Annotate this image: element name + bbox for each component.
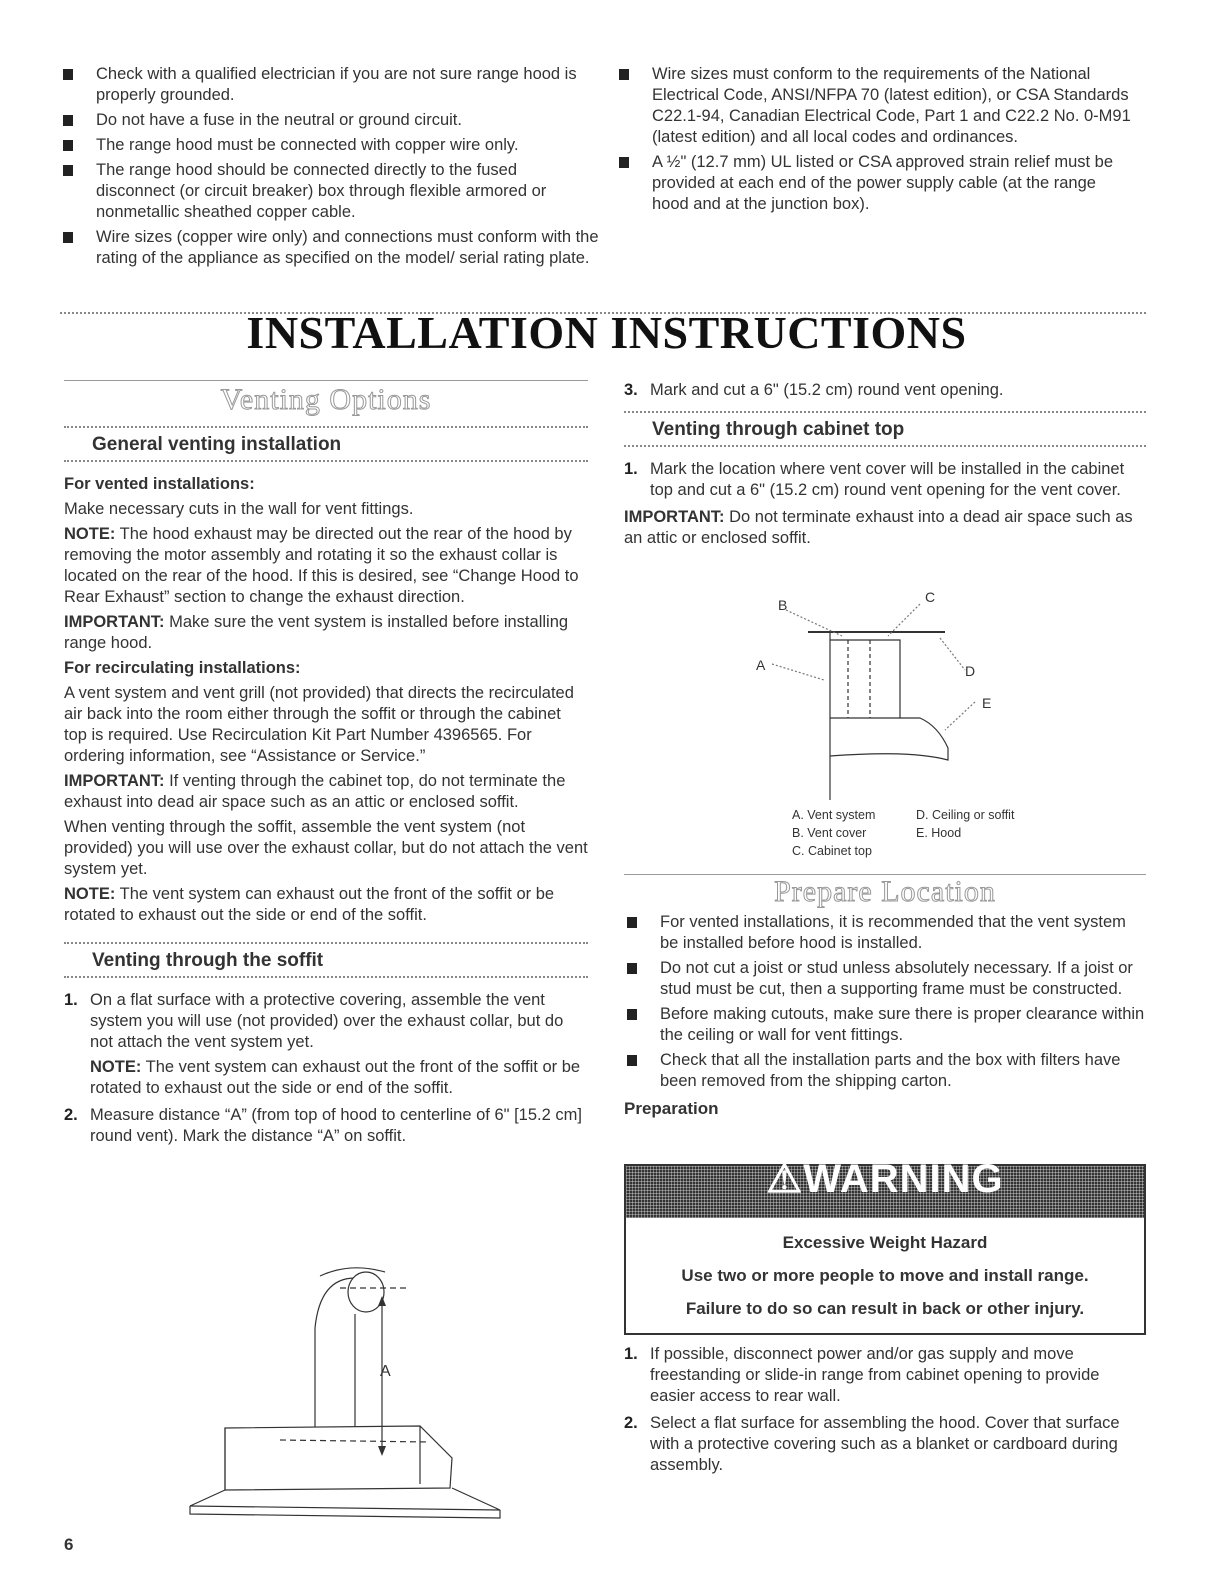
cabinet-heading: Venting through cabinet top bbox=[652, 419, 905, 440]
bullet-item: Wire sizes must conform to the requirements of the National Electrical Code, ANSI/NFPA 70 (latest edition), or CSA Standards C22.1-94, Canadian Electrical Code, Part 1 and C22.2 No. 0-M91 (latest edition) and all local codes and ordinances. bbox=[616, 64, 1136, 148]
recirc-text: A vent system and vent grill (not provided) that directs the recirculated air back into the room either through the soffit or through the cabinet top is required. Use Recirculation Kit Part Number 4396565. For ordering information, see “Assistance or Service.” bbox=[64, 684, 574, 765]
prepare-location-title: Prepare Location bbox=[774, 875, 996, 908]
preparation-steps bbox=[624, 1344, 1146, 1482]
rule bbox=[64, 426, 588, 428]
warning-line: Failure to do so can result in back or other injury. bbox=[685, 1299, 1085, 1318]
page-number: 6 bbox=[64, 1535, 74, 1554]
top-left-bullets bbox=[60, 64, 600, 273]
soffit-text: When venting through the soffit, assemble the vent system (not provided) you will use over the exhaust collar, but do not attach the vent system yet. bbox=[64, 818, 588, 878]
rule bbox=[64, 460, 588, 462]
step-list bbox=[624, 380, 1146, 401]
warning-box bbox=[624, 1157, 1146, 1335]
bullet-item: The range hood should be connected directly to the fused disconnect (or circuit breaker) box through flexible armored or nonmetallic sheathed copper cable. bbox=[60, 160, 600, 223]
step-item: 1. Mark the location where vent cover will be installed in the cabinet top and cut a 6" (15.2 cm) round vent opening for the vent cover. bbox=[624, 460, 1125, 499]
caption-item: D. Ceiling or soffit bbox=[916, 808, 1015, 822]
caption-list-left bbox=[792, 806, 912, 860]
venting-options-title: Venting Options bbox=[220, 383, 432, 416]
caption-item: A. Vent system bbox=[792, 808, 876, 822]
step-item: 2. Select a flat surface for assembling the hood. Cover that surface with a protective covering such as a blanket or cardboard during assembly. bbox=[624, 1414, 1120, 1474]
warning-heading: ⚠WARNING bbox=[766, 1157, 1004, 1201]
bullet-item: Do not have a fuse in the neutral or ground circuit. bbox=[60, 110, 600, 131]
step-item: 3. Mark and cut a 6" (15.2 cm) round vent opening. bbox=[624, 381, 1004, 399]
warning-body bbox=[626, 1218, 1144, 1333]
bullet-item: The range hood must be connected with copper wire only. bbox=[60, 135, 600, 156]
soffit-diagram bbox=[170, 1258, 520, 1528]
warning-hazard: Excessive Weight Hazard bbox=[782, 1233, 988, 1252]
soffit-steps bbox=[64, 990, 588, 1147]
recirc-label: For recirculating installations: bbox=[64, 659, 301, 677]
step-item: 1. If possible, disconnect power and/or gas supply and move freestanding or slide-in range from cabinet opening to provide easier access to rear wall. bbox=[624, 1345, 1100, 1405]
bullet-item: A ½" (12.7 mm) UL listed or CSA approved strain relief must be provided at each end of the power supply cable (at the range hood and at the junction box). bbox=[616, 152, 1136, 215]
preparation-label: Preparation bbox=[624, 1099, 719, 1118]
rule bbox=[64, 380, 588, 381]
cabinet-diagram bbox=[720, 590, 1020, 802]
bullet-item: Do not cut a joist or stud unless absolutely necessary. If a joist or stud must be cut, then a supporting frame must be constructed. bbox=[624, 958, 1146, 1000]
rule bbox=[624, 411, 1146, 413]
diagram-letter-b: B bbox=[778, 597, 788, 613]
diagram-letter-a: A bbox=[756, 657, 766, 673]
diagram-letter-e: E bbox=[982, 695, 992, 711]
rule bbox=[64, 976, 588, 978]
prepare-bullets bbox=[624, 912, 1146, 1092]
rule bbox=[64, 942, 588, 944]
left-column bbox=[64, 380, 588, 1153]
diagram-letter-c: C bbox=[925, 590, 936, 605]
vented-label: For vented installations: bbox=[64, 475, 255, 493]
note-paragraph: NOTE: The hood exhaust may be directed out the rear of the hood by removing the motor assembly and rotating it so the exhaust collar is located on the rear of the hood. If this is desired, see “Change Hood to Rear Exhaust” section to change the exhaust direction. bbox=[64, 525, 579, 606]
important-paragraph: IMPORTANT: If venting through the cabinet top, do not terminate the exhaust into dead air space such as an attic or enclosed soffit. bbox=[64, 772, 566, 811]
diagram-letter-d: D bbox=[965, 663, 976, 679]
rule bbox=[624, 445, 1146, 447]
caption-item: C. Cabinet top bbox=[792, 844, 872, 858]
top-right-bullets bbox=[616, 64, 1136, 219]
warning-banner bbox=[626, 1157, 1144, 1218]
main-title: INSTALLATION INSTRUCTIONS bbox=[246, 307, 967, 358]
caption-item: B. Vent cover bbox=[792, 826, 867, 840]
step-item: 1. On a flat surface with a protective covering, assemble the vent system you will use (not provided) over the exhaust collar, but do not attach the vent system yet. NOTE: The vent system can exhaust out the front of the soffit or be rotated to exhaust out the side or end of the soffit. bbox=[64, 991, 581, 1097]
cabinet-steps bbox=[624, 459, 1146, 501]
important-paragraph: IMPORTANT: Do not terminate exhaust into a dead air space such as an attic or enclosed soffit. bbox=[624, 508, 1133, 547]
bullet-item: Check that all the installation parts and the box with filters have been removed from the shipping carton. bbox=[624, 1050, 1146, 1092]
caption-item: E. Hood bbox=[916, 826, 962, 840]
prepare-section bbox=[624, 874, 1146, 1123]
bullet-item: Before making cutouts, make sure there is proper clearance within the ceiling or wall for vent fittings. bbox=[624, 1004, 1146, 1046]
note-paragraph: NOTE: The vent system can exhaust out the front of the soffit or be rotated to exhaust out the side or end of the soffit. bbox=[64, 885, 555, 924]
warning-triangle-icon: ⚠ bbox=[766, 1157, 804, 1201]
right-column bbox=[624, 380, 1146, 553]
warning-line: Use two or more people to move and install range. bbox=[681, 1266, 1089, 1285]
bullet-item: Check with a qualified electrician if you are not sure range hood is properly grounded. bbox=[60, 64, 600, 106]
bullet-item: Wire sizes (copper wire only) and connections must conform with the rating of the appliance as specified on the model/ serial rating plate. bbox=[60, 227, 600, 269]
soffit-heading: Venting through the soffit bbox=[92, 950, 324, 971]
diagram-label-a: A bbox=[380, 1363, 391, 1380]
vented-text: Make necessary cuts in the wall for vent fittings. bbox=[64, 500, 414, 518]
step-item: 2. Measure distance “A” (from top of hood to centerline of 6" [15.2 cm] round vent). Mark the distance “A” on soffit. bbox=[64, 1106, 582, 1145]
bullet-item: For vented installations, it is recommended that the vent system be installed before hood is installed. bbox=[624, 912, 1146, 954]
important-paragraph: IMPORTANT: Make sure the vent system is installed before installing range hood. bbox=[64, 613, 569, 652]
general-venting-heading: General venting installation bbox=[92, 434, 342, 455]
caption-list-right bbox=[916, 806, 1056, 842]
